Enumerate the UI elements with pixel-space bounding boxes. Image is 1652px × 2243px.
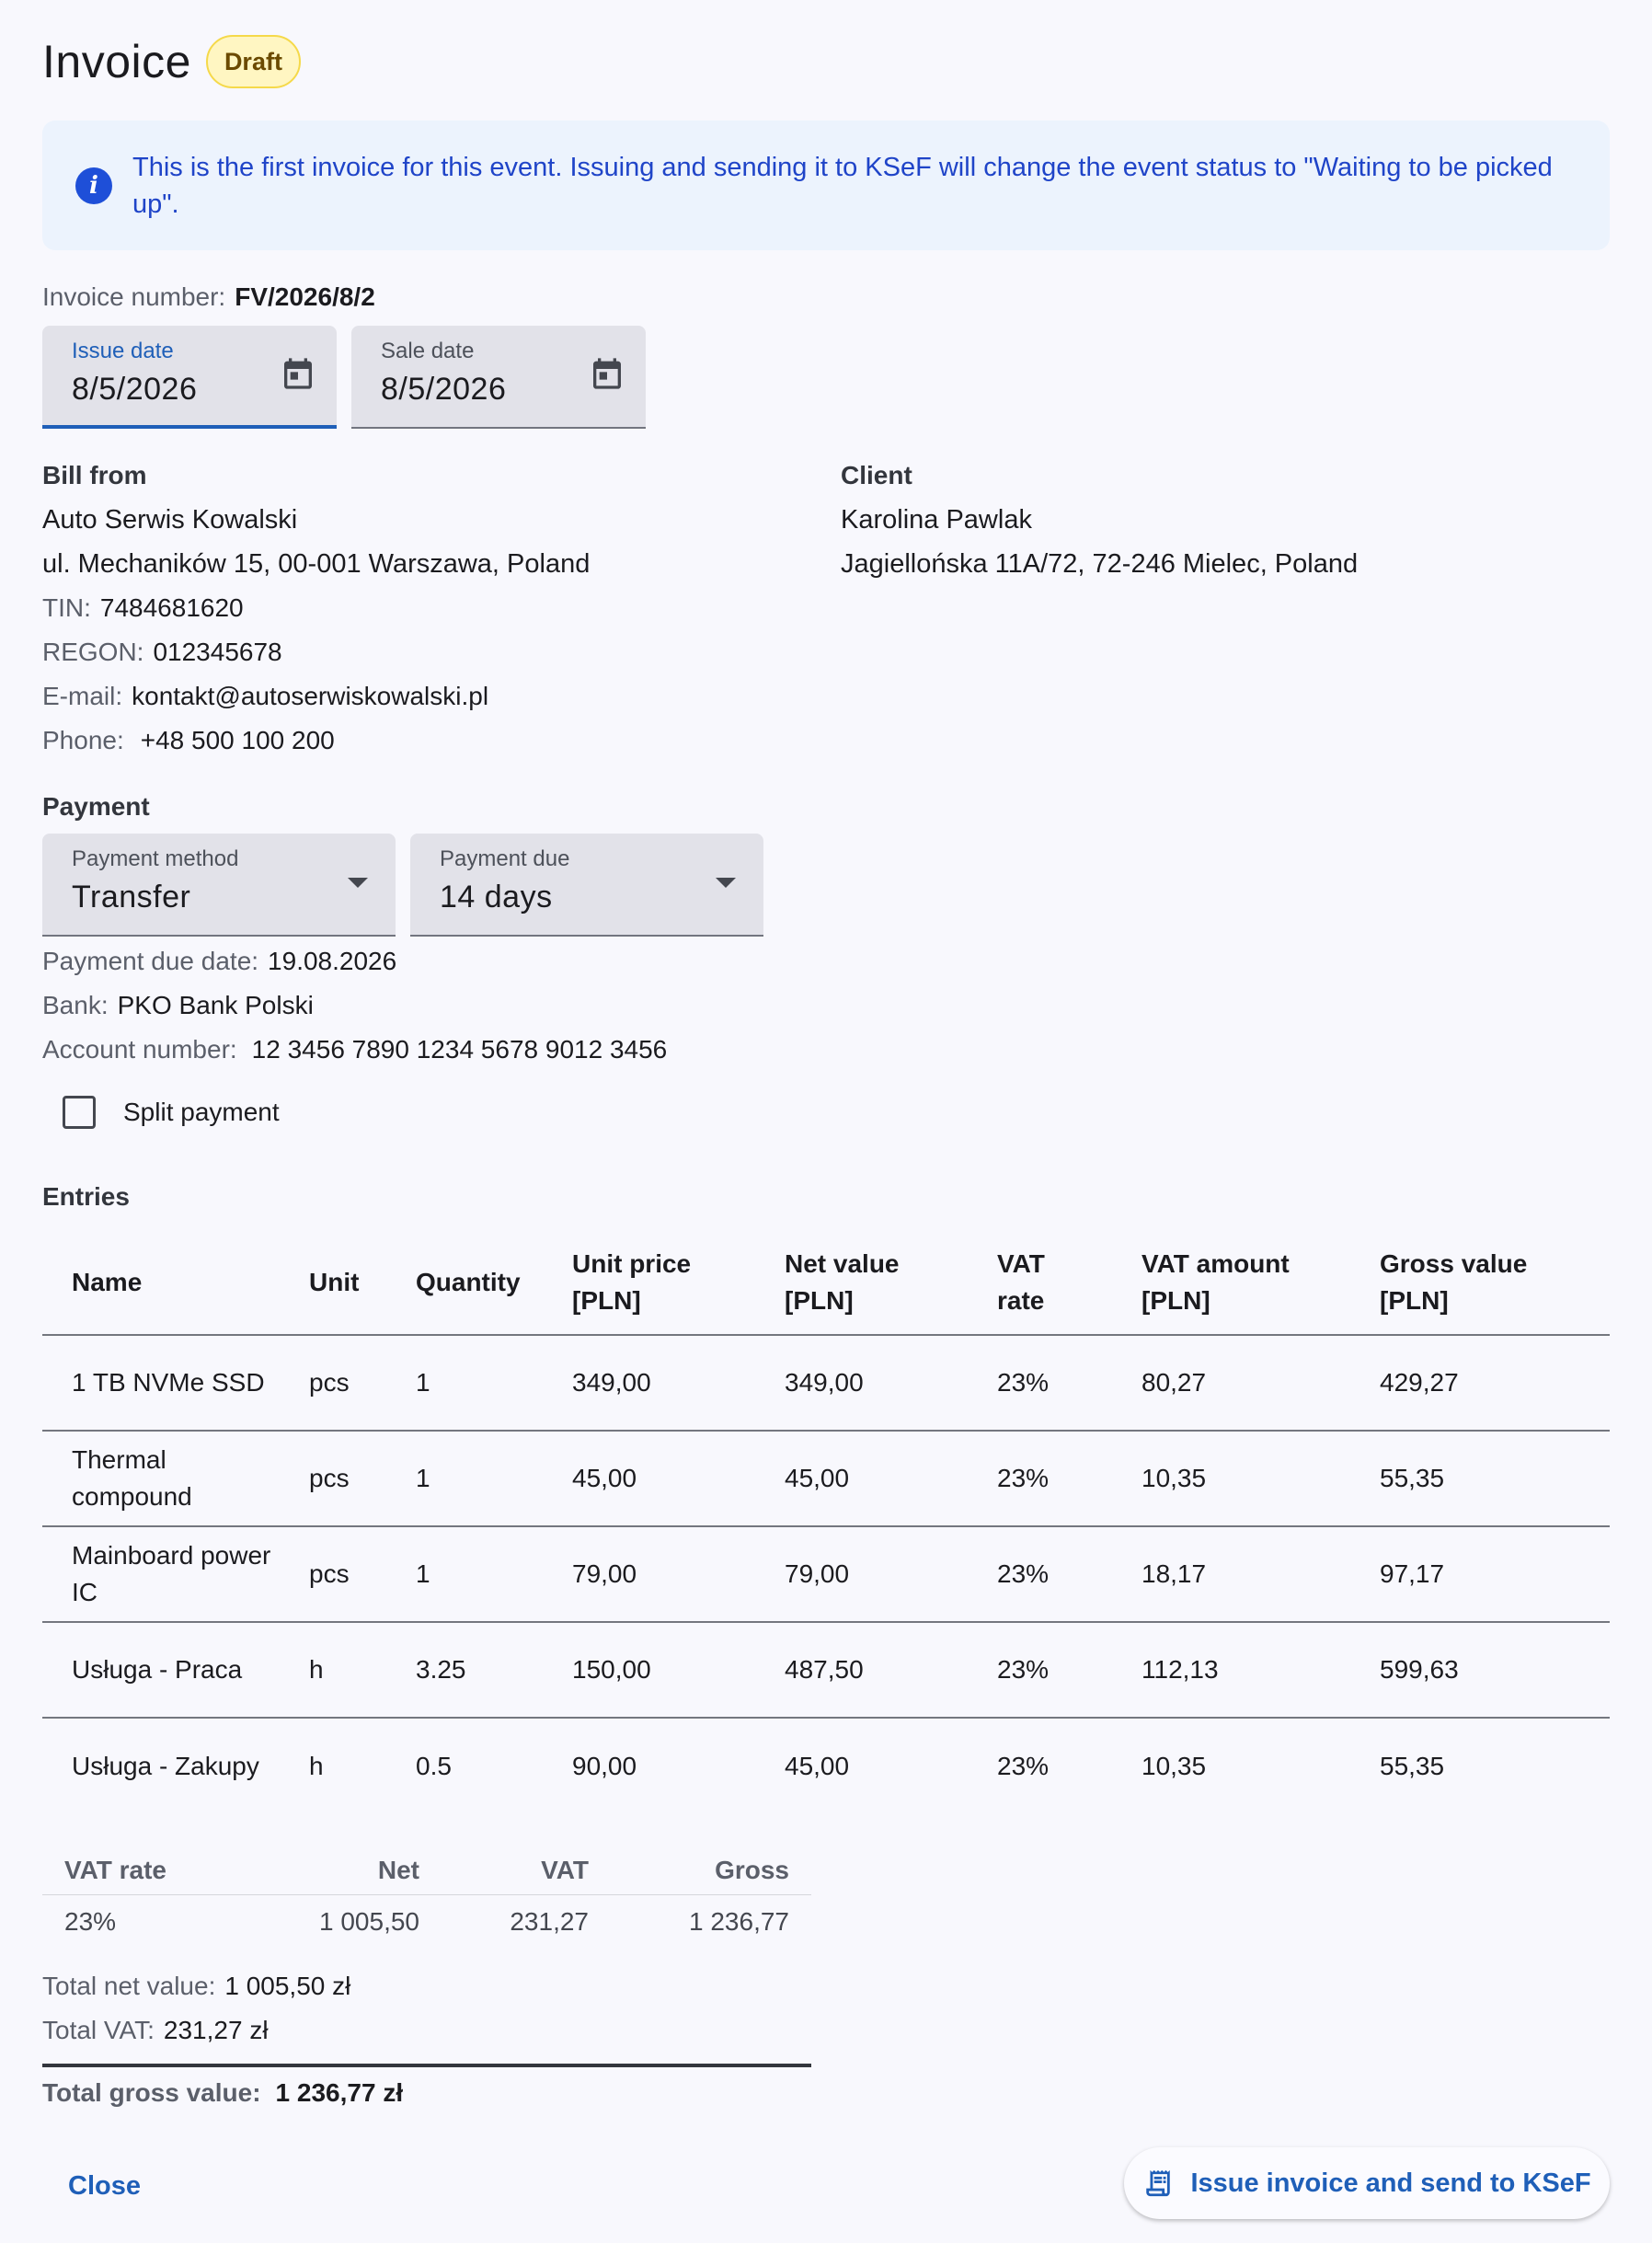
split-payment-row[interactable] (63, 1096, 280, 1129)
payment-due-label: Payment due (440, 846, 570, 871)
sale-date-label: Sale date (381, 339, 475, 363)
bank-row (42, 991, 314, 1020)
col-header-net-line2: [PLN] (785, 1286, 854, 1315)
entry-net: 45,00 (785, 1752, 850, 1780)
col-header-gross-line1: Gross value (1380, 1249, 1528, 1278)
total-net-row (42, 1972, 350, 2001)
regon-label: REGON: (42, 638, 144, 666)
col-header-net (785, 1246, 997, 1319)
client-title: Client (841, 461, 912, 489)
entry-quantity: 1 (416, 1368, 430, 1397)
entry-unit-price: 349,00 (572, 1368, 651, 1397)
tin-value: 7484681620 (99, 593, 244, 622)
email-row (42, 682, 488, 711)
col-header-vat-amount-line2: [PLN] (1141, 1286, 1210, 1315)
invoice-number-label: Invoice number: (42, 282, 226, 311)
total-vat-label: Total VAT: (42, 2016, 155, 2044)
entry-vat-amount: 80,27 (1141, 1368, 1207, 1397)
payment-due-value: 14 days (440, 880, 553, 914)
vat-summary-header-gross: Gross (715, 1855, 789, 1884)
entry-quantity: 3.25 (416, 1655, 466, 1684)
bill-from-title: Bill from (42, 461, 147, 489)
col-header-vat-rate-line1: VAT (997, 1249, 1045, 1278)
vat-summary-rate: 23% (64, 1907, 117, 1936)
total-gross-row (42, 2078, 403, 2108)
entry-net: 45,00 (785, 1464, 850, 1492)
entry-net: 79,00 (785, 1559, 850, 1588)
entry-unit-price: 150,00 (572, 1655, 651, 1684)
col-header-quantity: Quantity (416, 1268, 521, 1296)
account-number-label: Account number: (42, 1035, 237, 1064)
entry-name-line1: Usługa - Praca (72, 1655, 243, 1684)
split-payment-label: Split payment (123, 1098, 280, 1126)
status-badge: Draft (206, 35, 301, 88)
total-gross-value: 1 236,77 zł (275, 2078, 404, 2107)
entry-name-line1: Mainboard power (72, 1541, 271, 1570)
payment-method-value: Transfer (72, 880, 191, 914)
total-net-label: Total net value: (42, 1972, 216, 2000)
col-header-vat-rate-line2: rate (997, 1286, 1045, 1315)
total-net-value: 1 005,50 zł (224, 1972, 351, 2000)
vat-summary-gross: 1 236,77 (689, 1907, 789, 1936)
entry-name (42, 1364, 309, 1401)
issue-date-value: 8/5/2026 (72, 372, 198, 407)
entry-name-line2: compound (72, 1482, 192, 1511)
calendar-icon[interactable] (589, 355, 625, 392)
regon-row (42, 638, 282, 667)
payment-due-date-label: Payment due date: (42, 947, 259, 975)
email-value: kontakt@autoserwiskowalski.pl (132, 682, 489, 710)
entry-unit: h (309, 1752, 324, 1780)
col-header-vat-amount-line1: VAT amount (1141, 1249, 1290, 1278)
issue-invoice-button[interactable] (1124, 2147, 1610, 2219)
entry-gross: 97,17 (1380, 1559, 1445, 1588)
invoice-number: FV/2026/8/2 (235, 282, 375, 311)
entry-quantity: 1 (416, 1559, 430, 1588)
invoice-number-row (42, 282, 375, 312)
vat-summary-table (42, 1846, 811, 1949)
payment-due-date-value: 19.08.2026 (268, 947, 397, 975)
bank-label: Bank: (42, 991, 109, 1019)
phone-label: Phone: (42, 726, 124, 754)
split-payment-checkbox[interactable] (63, 1096, 96, 1129)
entry-vat-amount: 18,17 (1141, 1559, 1207, 1588)
col-header-name: Name (72, 1268, 143, 1296)
payment-title: Payment (42, 792, 150, 821)
entry-vat-amount: 10,35 (1141, 1752, 1207, 1780)
calendar-icon[interactable] (280, 355, 316, 392)
col-header-vat-rate (997, 1246, 1141, 1319)
issue-date-field[interactable] (42, 326, 337, 429)
table-row (42, 1623, 1610, 1719)
col-header-vat-amount (1141, 1246, 1380, 1319)
vat-summary-header-vat: VAT (541, 1855, 589, 1884)
entry-quantity: 0.5 (416, 1752, 452, 1780)
entry-unit: pcs (309, 1464, 350, 1492)
entry-vat-amount: 10,35 (1141, 1464, 1207, 1492)
payment-method-label: Payment method (72, 846, 239, 871)
entry-name (42, 1537, 309, 1611)
payment-method-select[interactable] (42, 834, 396, 937)
bank-value: PKO Bank Polski (117, 991, 314, 1019)
sale-date-value: 8/5/2026 (381, 372, 507, 407)
entry-gross: 599,63 (1380, 1655, 1459, 1684)
client-name: Karolina Pawlak (841, 505, 1032, 535)
entry-name (42, 1651, 309, 1688)
sale-date-field[interactable] (351, 326, 646, 429)
bill-from-address: ul. Mechaników 15, 00-001 Warszawa, Poland (42, 549, 591, 579)
client-address: Jagiellońska 11A/72, 72-246 Mielec, Poland (841, 549, 1359, 579)
entry-unit: pcs (309, 1559, 350, 1588)
issue-date-label: Issue date (72, 339, 174, 363)
col-header-net-line1: Net value (785, 1249, 900, 1278)
vat-summary-header-net: Net (377, 1855, 419, 1884)
title-row (42, 35, 301, 88)
bill-from-name: Auto Serwis Kowalski (42, 505, 298, 535)
entry-name-line2: IC (72, 1578, 98, 1606)
entry-vat-rate: 23% (997, 1464, 1050, 1492)
total-vat-value: 231,27 zł (163, 2016, 269, 2044)
entries-header-row (42, 1231, 1610, 1336)
receipt-icon (1142, 2168, 1174, 2199)
tin-label: TIN: (42, 593, 91, 622)
col-header-unit-price-line1: Unit price (572, 1249, 692, 1278)
issue-invoice-label: Issue invoice and send to KSeF (1190, 2168, 1591, 2198)
entries-title: Entries (42, 1182, 130, 1211)
entry-name (42, 1748, 309, 1785)
total-vat-row (42, 2016, 269, 2045)
account-number-row (42, 1035, 667, 1064)
email-label: E-mail: (42, 682, 123, 710)
vat-summary-net: 1 005,50 (319, 1907, 419, 1936)
entry-gross: 55,35 (1380, 1752, 1445, 1780)
col-header-gross (1380, 1246, 1610, 1319)
entry-unit-price: 90,00 (572, 1752, 637, 1780)
regon-value: 012345678 (153, 638, 282, 666)
entry-unit-price: 79,00 (572, 1559, 637, 1588)
entry-quantity: 1 (416, 1464, 430, 1492)
totals-divider (42, 2064, 811, 2067)
entry-name-line1: 1 TB NVMe SSD (72, 1368, 265, 1397)
table-row (42, 1432, 1610, 1527)
info-banner-text: This is the first invoice for this event. Issuing and sending it to KSeF will change the event status to "Waiting to be picked up". (132, 152, 1553, 219)
col-header-unit-price (572, 1246, 785, 1319)
entry-name (42, 1442, 309, 1515)
table-row (42, 1527, 1610, 1623)
table-row (42, 1336, 1610, 1432)
entry-net: 349,00 (785, 1368, 864, 1397)
table-row (42, 1719, 1610, 1814)
col-header-gross-line2: [PLN] (1380, 1286, 1449, 1315)
dropdown-arrow-icon (348, 878, 368, 888)
info-icon: i (75, 167, 112, 204)
entry-vat-rate: 23% (997, 1368, 1050, 1397)
col-header-unit: Unit (309, 1268, 360, 1296)
entry-gross: 55,35 (1380, 1464, 1445, 1492)
entry-gross: 429,27 (1380, 1368, 1459, 1397)
phone-value: +48 500 100 200 (140, 726, 335, 754)
entry-name-line1: Usługa - Zakupy (72, 1752, 259, 1780)
entry-unit: h (309, 1655, 324, 1684)
entry-vat-rate: 23% (997, 1752, 1050, 1780)
col-header-unit-price-line2: [PLN] (572, 1286, 641, 1315)
entry-vat-amount: 112,13 (1141, 1655, 1219, 1684)
vat-summary-header-row (42, 1846, 811, 1895)
vat-summary-header-rate: VAT rate (64, 1855, 166, 1884)
phone-row (42, 726, 335, 755)
payment-due-select[interactable] (410, 834, 763, 937)
total-gross-label: Total gross value: (42, 2078, 261, 2107)
entry-unit-price: 45,00 (572, 1464, 637, 1492)
entry-net: 487,50 (785, 1655, 864, 1684)
payment-due-date-row (42, 947, 396, 976)
close-button[interactable]: Close (68, 2171, 141, 2201)
info-banner (42, 121, 1610, 250)
entries-table (42, 1231, 1610, 1814)
entry-name-line1: Thermal (72, 1445, 166, 1474)
dropdown-arrow-icon (716, 878, 736, 888)
account-number-value: 12 3456 7890 1234 5678 9012 3456 (251, 1035, 668, 1064)
vat-summary-row (42, 1895, 811, 1949)
page-title: Invoice (42, 36, 191, 87)
tin-row (42, 593, 244, 623)
entry-vat-rate: 23% (997, 1655, 1050, 1684)
entry-unit: pcs (309, 1368, 350, 1397)
entry-vat-rate: 23% (997, 1559, 1050, 1588)
vat-summary-vat: 231,27 (510, 1907, 589, 1936)
